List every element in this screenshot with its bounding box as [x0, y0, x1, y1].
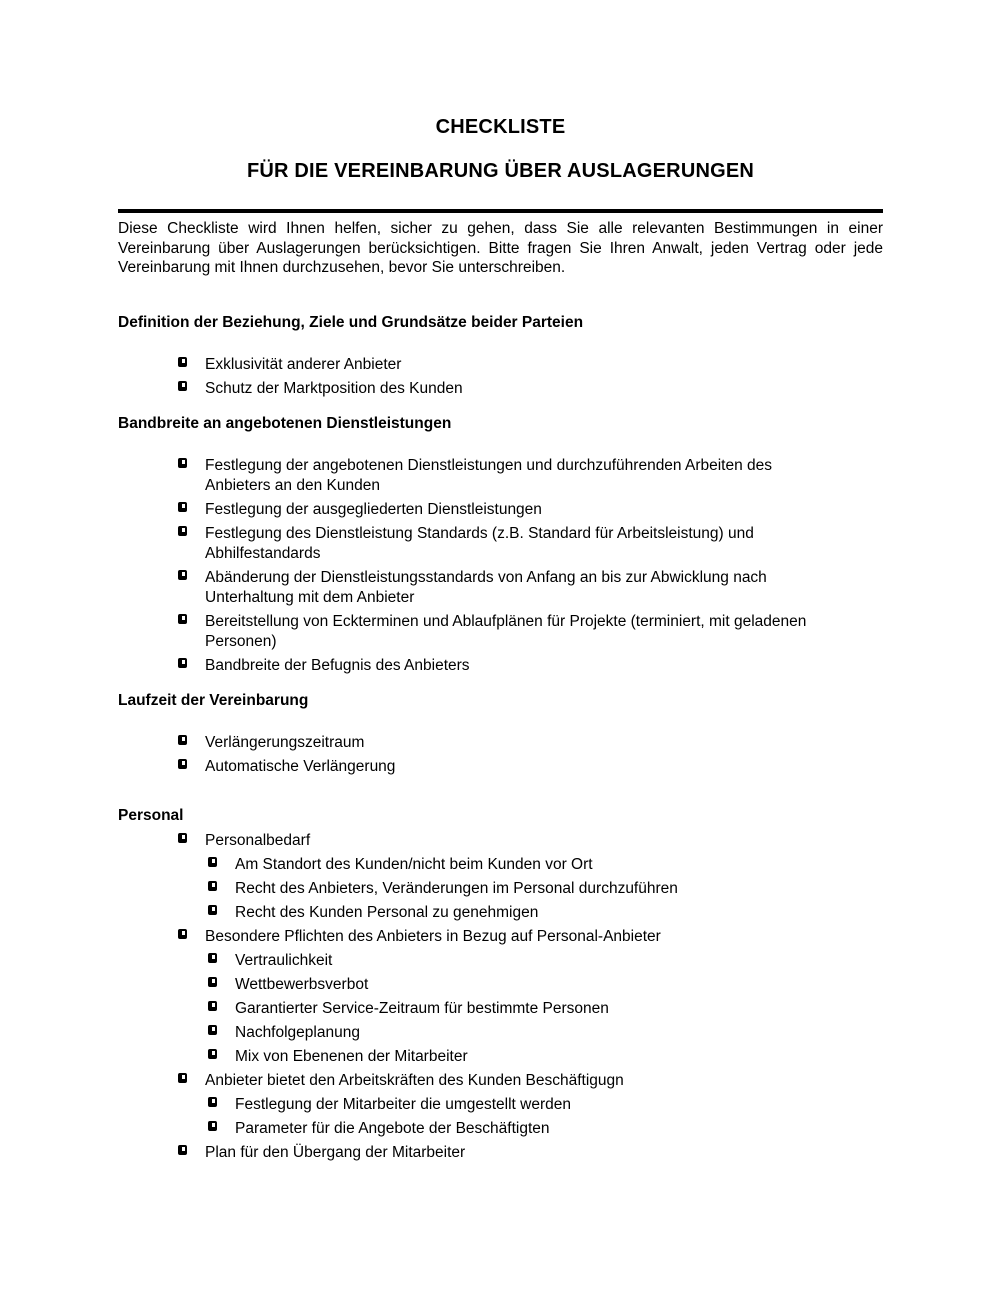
- checkbox-icon[interactable]: [178, 735, 187, 745]
- checklist-item: [118, 1119, 808, 1139]
- section-heading: Definition der Beziehung, Ziele und Grundsätze beider Parteien: [118, 313, 584, 331]
- checklist-item-label: Abänderung der Dienstleistungsstandards von Anfang an bis zur Abwicklung nach Unterhaltung mit dem Anbieter: [205, 568, 767, 606]
- checklist-item: [118, 855, 808, 875]
- checkbox-icon[interactable]: [178, 458, 187, 468]
- document-subtitle: FÜR DIE VEREINBARUNG ÜBER AUSLAGERUNGEN: [246, 160, 755, 182]
- checklist-item-label: Nachfolgeplanung: [235, 1023, 360, 1041]
- checkbox-icon[interactable]: [178, 1145, 187, 1155]
- checkbox-icon[interactable]: [178, 759, 187, 769]
- checklist-item: [118, 999, 808, 1019]
- checklist-item: [118, 500, 808, 520]
- checklist-item: [118, 379, 808, 399]
- checklist-item: [118, 903, 808, 923]
- section: [118, 415, 883, 676]
- section: [118, 692, 883, 777]
- checklist-item-label: Recht des Kunden Personal zu genehmigen: [235, 903, 539, 921]
- checkbox-icon[interactable]: [178, 570, 187, 580]
- checkbox-icon[interactable]: [208, 1097, 217, 1107]
- checklist-item: [118, 733, 808, 753]
- checkbox-icon[interactable]: [178, 502, 187, 512]
- checklist-item-label: Festlegung der angebotenen Dienstleistungen und durchzuführenden Arbeiten des Anbieters an den Kunden: [205, 456, 773, 494]
- checklist-item-label: Am Standort des Kunden/nicht beim Kunden vor Ort: [235, 855, 593, 873]
- checklist-item-label: Recht des Anbieters, Veränderungen im Personal durchzuführen: [235, 879, 678, 897]
- checklist-item-label: Vertraulichkeit: [235, 951, 333, 969]
- checkbox-icon[interactable]: [178, 929, 187, 939]
- section: [118, 807, 883, 1163]
- checklist-item: [118, 951, 808, 971]
- document-title: CHECKLISTE: [435, 116, 566, 138]
- checkbox-icon[interactable]: [178, 357, 187, 367]
- section-heading: Bandbreite an angebotenen Dienstleistungen: [118, 414, 452, 432]
- checklist-item: [118, 568, 808, 608]
- section-heading: Personal: [118, 806, 184, 824]
- checkbox-icon[interactable]: [208, 1001, 217, 1011]
- checkbox-icon[interactable]: [208, 1049, 217, 1059]
- checklist-item: [118, 927, 808, 947]
- checklist-item-label: Bandbreite der Befugnis des Anbieters: [205, 656, 470, 674]
- checklist-item-label: Verlängerungszeitraum: [205, 733, 365, 751]
- checklist-item-label: Anbieter bietet den Arbeitskräften des Kunden Beschäftigugn: [205, 1071, 624, 1089]
- checklist-item: [118, 1023, 808, 1043]
- checkbox-icon[interactable]: [208, 1025, 217, 1035]
- checklist: [118, 733, 883, 777]
- checklist-item-label: Plan für den Übergang der Mitarbeiter: [205, 1143, 466, 1161]
- checkbox-icon[interactable]: [178, 658, 187, 668]
- checklist-item-label: Personalbedarf: [205, 831, 311, 849]
- checklist-item-label: Festlegung des Dienstleistung Standards (z.B. Standard für Arbeitsleistung) und Abhilfestandards: [205, 524, 754, 562]
- section: [118, 314, 883, 399]
- checklist-item-label: Exklusivität anderer Anbieter: [205, 355, 402, 373]
- checklist-item-label: Besondere Pflichten des Anbieters in Bezug auf Personal-Anbieter: [205, 927, 661, 945]
- checklist-item-label: Festlegung der Mitarbeiter die umgestellt werden: [235, 1095, 572, 1113]
- checklist-item-label: Schutz der Marktposition des Kunden: [205, 379, 463, 397]
- checklist-item: [118, 831, 808, 851]
- checklist-item: [118, 1071, 808, 1091]
- checklist: [118, 456, 883, 676]
- checklist-item-label: Bereitstellung von Eckterminen und Ablaufplänen für Projekte (terminiert, mit geladenen Personen): [205, 612, 807, 650]
- checklist-item: [118, 975, 808, 995]
- checkbox-icon[interactable]: [178, 381, 187, 391]
- checkbox-icon[interactable]: [208, 905, 217, 915]
- checklist-item-label: Automatische Verlängerung: [205, 757, 396, 775]
- checkbox-icon[interactable]: [178, 526, 187, 536]
- section-heading: Laufzeit der Vereinbarung: [118, 691, 309, 709]
- intro-paragraph: Diese Checkliste wird Ihnen helfen, sicher zu gehen, dass Sie alle relevanten Bestimmungen in einer Vereinbarung über Auslagerungen berücksichtigen. Bitte fragen Sie Ihren Anwalt, jeden Vertrag oder jede Vereinbarung mit Ihnen durchzusehen, bevor Sie unterschreiben.: [118, 220, 883, 276]
- checkbox-icon[interactable]: [208, 881, 217, 891]
- checklist-item: [118, 1095, 808, 1115]
- checklist-item: [118, 355, 808, 375]
- checklist-item-label: Garantierter Service-Zeitraum für bestimmte Personen: [235, 999, 609, 1017]
- divider-rule: [118, 209, 883, 213]
- checkbox-icon[interactable]: [208, 977, 217, 987]
- checklist-item: [118, 656, 808, 676]
- checklist-item: [118, 612, 808, 652]
- checkbox-icon[interactable]: [178, 614, 187, 624]
- checklist-item-label: Mix von Ebenenen der Mitarbeiter: [235, 1047, 468, 1065]
- checklist-item-label: Festlegung der ausgegliederten Dienstleistungen: [205, 500, 542, 518]
- checklist-item-label: Wettbewerbsverbot: [235, 975, 369, 993]
- checklist-item: [118, 1047, 808, 1067]
- checklist: [118, 355, 883, 399]
- checkbox-icon[interactable]: [178, 1073, 187, 1083]
- checkbox-icon[interactable]: [208, 857, 217, 867]
- checklist-item: [118, 524, 808, 564]
- checklist-sections: [118, 314, 883, 1163]
- checkbox-icon[interactable]: [208, 953, 217, 963]
- checklist-item-label: Parameter für die Angebote der Beschäftigten: [235, 1119, 550, 1137]
- checkbox-icon[interactable]: [178, 833, 187, 843]
- checklist: [118, 831, 883, 1163]
- checkbox-icon[interactable]: [208, 1121, 217, 1131]
- checklist-item: [118, 1143, 808, 1163]
- checklist-item: [118, 456, 808, 496]
- checklist-item: [118, 757, 808, 777]
- checklist-item: [118, 879, 808, 899]
